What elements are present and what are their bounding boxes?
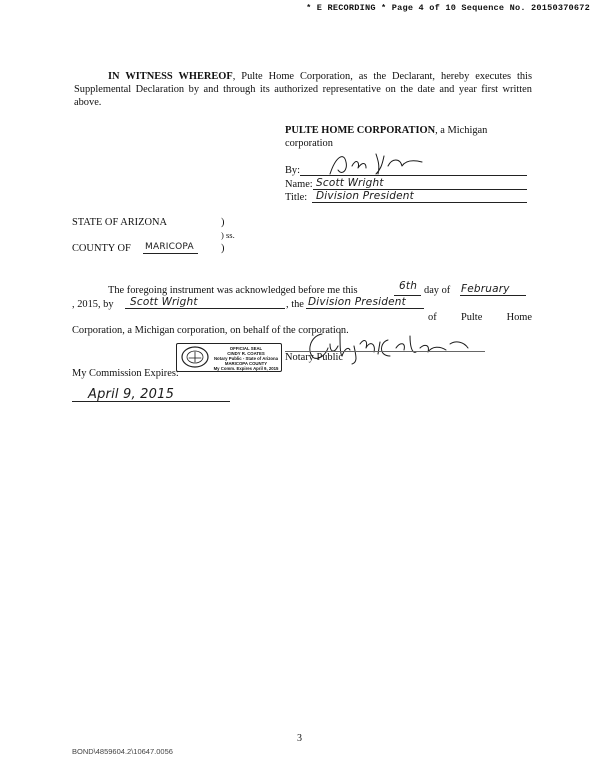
authorized-signature: [322, 148, 432, 180]
ack-month: February: [461, 283, 510, 295]
venue-ss: ) ss.: [221, 230, 235, 240]
title-rule: [312, 202, 527, 203]
commission-label: My Commission Expires:: [72, 368, 179, 379]
company-suffix: , a Michigan: [435, 125, 488, 136]
company-line2: corporation: [285, 138, 333, 149]
state-label: STATE OF ARIZONA: [72, 217, 167, 228]
notary-seal: [176, 343, 282, 372]
venue-paren-1: ): [221, 217, 225, 228]
ack-person: Scott Wright: [130, 296, 198, 308]
notary-public-label: Notary Public: [285, 352, 344, 363]
ack-title: Division President: [308, 296, 406, 308]
witness-text: , Pulte Home Corporation, as the Declarant, hereby executes this Supplemental Declaration by and through its authorized representative on the date and year first written above.: [74, 71, 532, 108]
title-label: Title:: [285, 192, 308, 203]
ack-person-rule: [125, 308, 285, 309]
ack-month-rule: [460, 295, 526, 296]
seal-line-4: MARICOPA COUNTY: [224, 361, 268, 366]
footer-doc-id: BOND\4859604.2\10647.0056: [72, 747, 173, 756]
ack-text-2: day of: [424, 285, 451, 296]
notary-sig-rule: [285, 351, 485, 352]
company-name-line: [285, 124, 487, 137]
name-value: Scott Wright: [316, 177, 384, 189]
seal-line-5: My Comm. Expires April 9, 2015: [213, 366, 279, 371]
ack-text-4: , the: [286, 299, 304, 310]
by-label: By:: [285, 165, 301, 176]
witness-lead: IN WITNESS WHEREOF: [108, 71, 233, 82]
county-label: COUNTY OF: [72, 243, 131, 254]
commission-expiry: April 9, 2015: [88, 387, 175, 402]
county-value: MARICOPA: [145, 242, 194, 252]
title-value: Division President: [316, 190, 414, 202]
company-name: PULTE HOME CORPORATION: [285, 125, 436, 136]
venue-paren-3: ): [221, 243, 225, 254]
ack-text-1: The foregoing instrument was acknowledged before me this: [108, 285, 358, 296]
commission-rule: [72, 401, 230, 402]
ack-text-5: of Pulte Home Corporation, a Michigan corporation, on behalf of the corporation.: [72, 312, 532, 336]
seal-line-1: OFFICIAL SEAL: [229, 346, 263, 351]
page-number: 3: [297, 733, 302, 744]
recording-header: * E RECORDING * Page 4 of 10 Sequence No. 20150370672: [306, 3, 590, 13]
name-label: Name:: [285, 179, 313, 190]
ack-text-3: , 2015, by: [72, 299, 114, 310]
witness-paragraph: [74, 70, 532, 109]
state-seal-icon: [180, 346, 210, 368]
seal-line-3: Notary Public - State of Arizona: [213, 356, 279, 361]
county-rule: [143, 253, 198, 254]
ack-day: 6th: [399, 280, 418, 292]
ack-title-rule: [306, 308, 424, 309]
seal-line-2: CINDY R. COATES: [227, 351, 265, 356]
